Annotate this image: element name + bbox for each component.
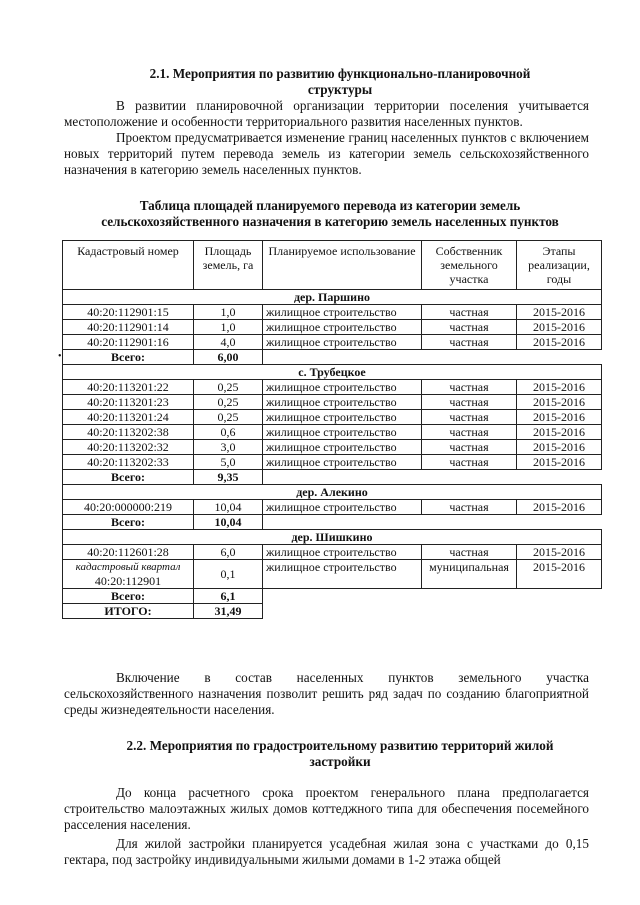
cell-area: 0,25 (194, 395, 263, 410)
cell-owner: частная (422, 425, 517, 440)
table-row (63, 395, 602, 410)
cell-stage: 2015-2016 (517, 425, 602, 440)
section-2-2-paragraph-2: Для жилой застройки планируется усадебная жилая зона с участками до 0,15 гектара, под застройку индивидуальными жилыми домами в 1-2 этажа общей (64, 836, 589, 867)
cell-planned-use: жилищное строительство (263, 305, 422, 320)
cell-planned-use: жилищное строительство (263, 395, 422, 410)
cell-cadastral-number: 40:20:000000:219 (63, 500, 194, 515)
cell-planned-use: жилищное строительство (263, 425, 422, 440)
cell-planned-use: жилищное строительство (263, 440, 422, 455)
section-2-2-title: 2.2. Мероприятия по градостроительному развитию территорий жилой застройки (126, 738, 554, 769)
cell-area: 0,25 (194, 380, 263, 395)
cell-stage: 2015-2016 (517, 335, 602, 350)
cell-area: 3,0 (194, 440, 263, 455)
cell-owner: частная (422, 500, 517, 515)
cell-cadastral-number: 40:20:113202:38 (63, 425, 194, 440)
grand-total-value: 31,49 (194, 604, 263, 619)
table-row (63, 425, 602, 440)
table-header-row (63, 241, 602, 290)
settlement-name: с. Трубецкое (63, 365, 602, 380)
cell-area: 6,0 (194, 545, 263, 560)
section-2-2-paragraph-1: До конца расчетного срока проектом генерального плана предполагается строительство малоэтажных жилых домов коттеджного типа для обеспечения посемейного расселения населения. (64, 785, 589, 832)
subtotal-value: 6,00 (194, 350, 263, 365)
table-row (63, 560, 602, 589)
subtotal-row (63, 350, 602, 365)
cell-stage: 2015-2016 (517, 500, 602, 515)
cell-area: 1,0 (194, 305, 263, 320)
grand-total-label: ИТОГО: (63, 604, 194, 619)
table-title: Таблица площадей планируемого перевода из категории земель сельскохозяйственного назначения в категорию земель населенных пунктов (101, 198, 559, 229)
cell-cadastral-number: 40:20:113202:32 (63, 440, 194, 455)
cell-area: 0,6 (194, 425, 263, 440)
cell-area: 0,1 (194, 560, 263, 589)
cell-cadastral-number: 40:20:113201:23 (63, 395, 194, 410)
table-row (63, 320, 602, 335)
cell-area: 1,0 (194, 320, 263, 335)
scan-mark: • (58, 351, 62, 362)
table-row (63, 380, 602, 395)
cell-stage: 2015-2016 (517, 545, 602, 560)
paragraph-after-table: Включение в состав населенных пунктов земельного участка сельскохозяйственного назначения позволит решить ряд задач по созданию благоприятной среды жизнедеятельности населения. (64, 670, 589, 717)
cell-planned-use: жилищное строительство (263, 410, 422, 425)
cell-cadastral-number: 40:20:113201:24 (63, 410, 194, 425)
subtotal-value: 10,04 (194, 515, 263, 530)
cell-planned-use: жилищное строительство (263, 320, 422, 335)
cell-owner: частная (422, 335, 517, 350)
settlement-name: дер. Паршино (63, 290, 602, 305)
settlement-name: дер. Шишкино (63, 530, 602, 545)
cell-stage: 2015-2016 (517, 320, 602, 335)
cell-stage: 2015-2016 (517, 455, 602, 470)
header-planned-use: Планируемое использование (263, 241, 422, 290)
cell-owner: муниципальная (422, 560, 517, 589)
subtotal-row (63, 470, 602, 485)
group-header-row (63, 530, 602, 545)
table-row (63, 440, 602, 455)
subtotal-value: 6,1 (194, 589, 263, 604)
subtotal-value: 9,35 (194, 470, 263, 485)
section-2-1-title: 2.1. Мероприятия по развитию функционально-планировочной структуры (149, 66, 531, 97)
group-header-row (63, 290, 602, 305)
cell-stage: 2015-2016 (517, 380, 602, 395)
table-row (63, 500, 602, 515)
table-row (63, 335, 602, 350)
header-owner: Собственник земельного участка (422, 241, 517, 290)
cell-planned-use: жилищное строительство (263, 380, 422, 395)
grand-total-row (63, 604, 602, 619)
table-row (63, 455, 602, 470)
cell-cadastral-number: 40:20:112601:28 (63, 545, 194, 560)
cell-owner: частная (422, 545, 517, 560)
table-row (63, 410, 602, 425)
subtotal-label: Всего: (63, 350, 194, 365)
cell-owner: частная (422, 320, 517, 335)
cadastral-quarter-note: кадастровый квартал (75, 561, 181, 573)
cell-area: 0,25 (194, 410, 263, 425)
section-2-1-paragraph-1: В развитии планировочной организации территории поселения учитывается местоположение и особенности территориального развития населенных пунктов. (64, 98, 589, 129)
cell-planned-use: жилищное строительство (263, 455, 422, 470)
cell-owner: частная (422, 440, 517, 455)
cell-owner: частная (422, 380, 517, 395)
cell-stage: 2015-2016 (517, 395, 602, 410)
cell-area: 4,0 (194, 335, 263, 350)
header-area: Площадь земель, га (194, 241, 263, 290)
table-row (63, 545, 602, 560)
cell-owner: частная (422, 305, 517, 320)
header-stages: Этапы реализации, годы (517, 241, 602, 290)
cell-planned-use: жилищное строительство (263, 500, 422, 515)
section-2-1-paragraph-2: Проектом предусматривается изменение границ населенных пунктов с включением новых территорий путем перевода земель из категории земель сельскохозяйственного назначения в категорию земель населенных пунктов. (64, 130, 589, 177)
cell-cadastral-number (63, 560, 194, 589)
cell-owner: частная (422, 410, 517, 425)
header-cadastral-number: Кадастровый номер (63, 241, 194, 290)
cadastral-quarter-number: 40:20:112901 (94, 574, 162, 588)
cell-cadastral-number: 40:20:113201:22 (63, 380, 194, 395)
group-header-row (63, 365, 602, 380)
cell-planned-use: жилищное строительство (263, 545, 422, 560)
cell-owner: частная (422, 455, 517, 470)
cell-cadastral-number: 40:20:112901:15 (63, 305, 194, 320)
cell-stage: 2015-2016 (517, 410, 602, 425)
subtotal-label: Всего: (63, 589, 194, 604)
cell-area: 5,0 (194, 455, 263, 470)
cell-stage: 2015-2016 (517, 560, 602, 589)
cell-cadastral-number: 40:20:112901:16 (63, 335, 194, 350)
cell-planned-use: жилищное строительство (263, 335, 422, 350)
subtotal-row (63, 515, 602, 530)
cell-cadastral-number: 40:20:113202:33 (63, 455, 194, 470)
land-transfer-table (62, 240, 602, 619)
cell-owner: частная (422, 395, 517, 410)
settlement-name: дер. Алекино (63, 485, 602, 500)
cell-cadastral-number: 40:20:112901:14 (63, 320, 194, 335)
cell-stage: 2015-2016 (517, 440, 602, 455)
group-header-row (63, 485, 602, 500)
cell-stage: 2015-2016 (517, 305, 602, 320)
cell-planned-use: жилищное строительство (263, 560, 422, 589)
cell-area: 10,04 (194, 500, 263, 515)
table-row (63, 305, 602, 320)
subtotal-row (63, 589, 602, 604)
subtotal-label: Всего: (63, 515, 194, 530)
table-body (63, 290, 602, 619)
subtotal-label: Всего: (63, 470, 194, 485)
